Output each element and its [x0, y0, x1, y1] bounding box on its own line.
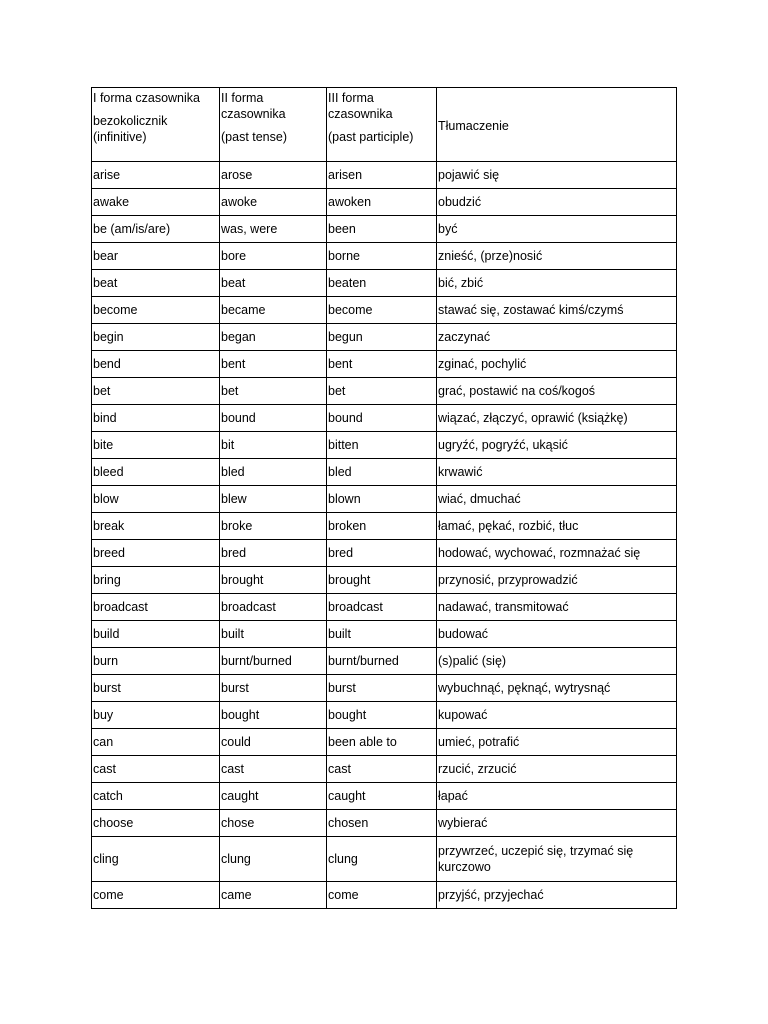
cell-infinitive: bleed: [92, 459, 220, 486]
cell-infinitive: come: [92, 882, 220, 909]
table-row: [92, 648, 677, 675]
cell-translation: wiać, dmuchać: [437, 486, 677, 513]
cell-infinitive: begin: [92, 324, 220, 351]
table-row: [92, 162, 677, 189]
cell-past-tense: bet: [220, 378, 327, 405]
cell-translation: ugryźć, pogryźć, ukąsić: [437, 432, 677, 459]
header-past-participle-english: (past participle): [328, 130, 414, 144]
cell-infinitive: choose: [92, 810, 220, 837]
cell-infinitive: become: [92, 297, 220, 324]
header-past-participle-title-2: czasownika: [328, 107, 393, 121]
cell-infinitive: beat: [92, 270, 220, 297]
header-translation-title: Tłumaczenie: [438, 118, 509, 133]
cell-past-tense: burnt/burned: [220, 648, 327, 675]
table-row: [92, 513, 677, 540]
table-header-row: [92, 88, 677, 162]
table-row: [92, 405, 677, 432]
cell-past-participle: caught: [327, 783, 437, 810]
cell-translation: wiązać, złączyć, oprawić (książkę): [437, 405, 677, 432]
irregular-verbs-table: [91, 87, 677, 909]
table-row: [92, 243, 677, 270]
cell-past-participle: been able to: [327, 729, 437, 756]
cell-translation: łamać, pękać, rozbić, tłuc: [437, 513, 677, 540]
table-row: [92, 783, 677, 810]
cell-past-tense: broadcast: [220, 594, 327, 621]
cell-translation: przyjść, przyjechać: [437, 882, 677, 909]
header-infinitive-english: (infinitive): [93, 130, 147, 144]
table-row: [92, 882, 677, 909]
cell-translation: znieść, (prze)nosić: [437, 243, 677, 270]
table-row: [92, 729, 677, 756]
cell-past-participle: begun: [327, 324, 437, 351]
cell-past-participle: bound: [327, 405, 437, 432]
cell-infinitive: be (am/is/are): [92, 216, 220, 243]
cell-infinitive: cast: [92, 756, 220, 783]
cell-past-participle: chosen: [327, 810, 437, 837]
cell-past-participle: beaten: [327, 270, 437, 297]
table-row: [92, 540, 677, 567]
cell-past-tense: built: [220, 621, 327, 648]
cell-past-participle: arisen: [327, 162, 437, 189]
table-row: [92, 351, 677, 378]
cell-past-tense: clung: [220, 837, 327, 882]
cell-past-participle: bled: [327, 459, 437, 486]
cell-past-tense: bit: [220, 432, 327, 459]
cell-translation: łapać: [437, 783, 677, 810]
cell-infinitive: awake: [92, 189, 220, 216]
cell-translation: bić, zbić: [437, 270, 677, 297]
cell-translation: grać, postawić na coś/kogoś: [437, 378, 677, 405]
cell-past-participle: awoken: [327, 189, 437, 216]
cell-past-participle: bitten: [327, 432, 437, 459]
cell-infinitive: burst: [92, 675, 220, 702]
cell-past-tense: began: [220, 324, 327, 351]
cell-infinitive: burn: [92, 648, 220, 675]
header-infinitive-title: I forma czasownika: [93, 91, 200, 105]
cell-infinitive: broadcast: [92, 594, 220, 621]
cell-translation: zaczynać: [437, 324, 677, 351]
cell-translation: kupować: [437, 702, 677, 729]
table-row: [92, 459, 677, 486]
header-translation: [437, 88, 677, 162]
cell-past-tense: brought: [220, 567, 327, 594]
cell-infinitive: can: [92, 729, 220, 756]
cell-past-participle: bought: [327, 702, 437, 729]
cell-translation: umieć, potrafić: [437, 729, 677, 756]
cell-translation: pojawić się: [437, 162, 677, 189]
cell-past-participle: brought: [327, 567, 437, 594]
cell-past-tense: broke: [220, 513, 327, 540]
cell-infinitive: bend: [92, 351, 220, 378]
table-row: [92, 621, 677, 648]
table-row: [92, 675, 677, 702]
cell-past-tense: chose: [220, 810, 327, 837]
cell-past-tense: bound: [220, 405, 327, 432]
cell-past-tense: awoke: [220, 189, 327, 216]
cell-past-participle: clung: [327, 837, 437, 882]
cell-infinitive: bet: [92, 378, 220, 405]
cell-past-participle: burnt/burned: [327, 648, 437, 675]
header-past-participle-title: III forma: [328, 91, 374, 105]
cell-past-participle: broadcast: [327, 594, 437, 621]
table-row: [92, 756, 677, 783]
cell-past-participle: come: [327, 882, 437, 909]
cell-translation: wybierać: [437, 810, 677, 837]
header-past-tense-title-2: czasownika: [221, 107, 286, 121]
cell-past-tense: blew: [220, 486, 327, 513]
cell-translation: budować: [437, 621, 677, 648]
cell-past-participle: blown: [327, 486, 437, 513]
cell-infinitive: break: [92, 513, 220, 540]
cell-past-tense: arose: [220, 162, 327, 189]
header-past-tense: [220, 88, 327, 162]
cell-translation: przynosić, przyprowadzić: [437, 567, 677, 594]
table-row: [92, 486, 677, 513]
cell-past-tense: came: [220, 882, 327, 909]
cell-translation: rzucić, zrzucić: [437, 756, 677, 783]
cell-translation: obudzić: [437, 189, 677, 216]
cell-infinitive: catch: [92, 783, 220, 810]
cell-translation: krwawić: [437, 459, 677, 486]
table-row: [92, 324, 677, 351]
cell-past-tense: bred: [220, 540, 327, 567]
cell-infinitive: cling: [92, 837, 220, 882]
table-row: [92, 810, 677, 837]
cell-past-participle: bet: [327, 378, 437, 405]
cell-infinitive: bring: [92, 567, 220, 594]
cell-past-participle: bred: [327, 540, 437, 567]
cell-past-participle: become: [327, 297, 437, 324]
table-row: [92, 216, 677, 243]
cell-past-tense: bent: [220, 351, 327, 378]
cell-infinitive: buy: [92, 702, 220, 729]
cell-past-participle: borne: [327, 243, 437, 270]
cell-past-participle: been: [327, 216, 437, 243]
cell-past-tense: caught: [220, 783, 327, 810]
cell-past-participle: built: [327, 621, 437, 648]
table-row: [92, 189, 677, 216]
cell-infinitive: bind: [92, 405, 220, 432]
table-row: [92, 702, 677, 729]
header-past-tense-english: (past tense): [221, 130, 288, 144]
cell-translation: wybuchnąć, pęknąć, wytrysnąć: [437, 675, 677, 702]
cell-translation: zginać, pochylić: [437, 351, 677, 378]
table-row: [92, 297, 677, 324]
cell-past-participle: cast: [327, 756, 437, 783]
cell-infinitive: breed: [92, 540, 220, 567]
cell-past-participle: broken: [327, 513, 437, 540]
cell-past-tense: was, were: [220, 216, 327, 243]
cell-past-tense: bore: [220, 243, 327, 270]
table-row: [92, 567, 677, 594]
cell-translation: hodować, wychować, rozmnażać się: [437, 540, 677, 567]
cell-past-participle: burst: [327, 675, 437, 702]
header-past-participle: [327, 88, 437, 162]
cell-translation: (s)palić (się): [437, 648, 677, 675]
cell-past-tense: cast: [220, 756, 327, 783]
table-row: [92, 837, 677, 882]
cell-translation: nadawać, transmitować: [437, 594, 677, 621]
cell-infinitive: bear: [92, 243, 220, 270]
cell-translation: przywrzeć, uczepić się, trzymać się kurczowo: [437, 837, 677, 882]
cell-past-tense: could: [220, 729, 327, 756]
cell-past-tense: bled: [220, 459, 327, 486]
header-infinitive: [92, 88, 220, 162]
cell-past-tense: bought: [220, 702, 327, 729]
header-infinitive-subtitle: bezokolicznik: [93, 114, 168, 128]
table-row: [92, 432, 677, 459]
table-row: [92, 594, 677, 621]
cell-past-tense: beat: [220, 270, 327, 297]
table-row: [92, 270, 677, 297]
cell-infinitive: blow: [92, 486, 220, 513]
cell-translation: stawać się, zostawać kimś/czymś: [437, 297, 677, 324]
cell-past-participle: bent: [327, 351, 437, 378]
cell-past-tense: became: [220, 297, 327, 324]
cell-infinitive: build: [92, 621, 220, 648]
cell-translation: być: [437, 216, 677, 243]
cell-infinitive: bite: [92, 432, 220, 459]
table-row: [92, 378, 677, 405]
header-past-tense-title: II forma: [221, 91, 264, 105]
cell-past-tense: burst: [220, 675, 327, 702]
cell-infinitive: arise: [92, 162, 220, 189]
